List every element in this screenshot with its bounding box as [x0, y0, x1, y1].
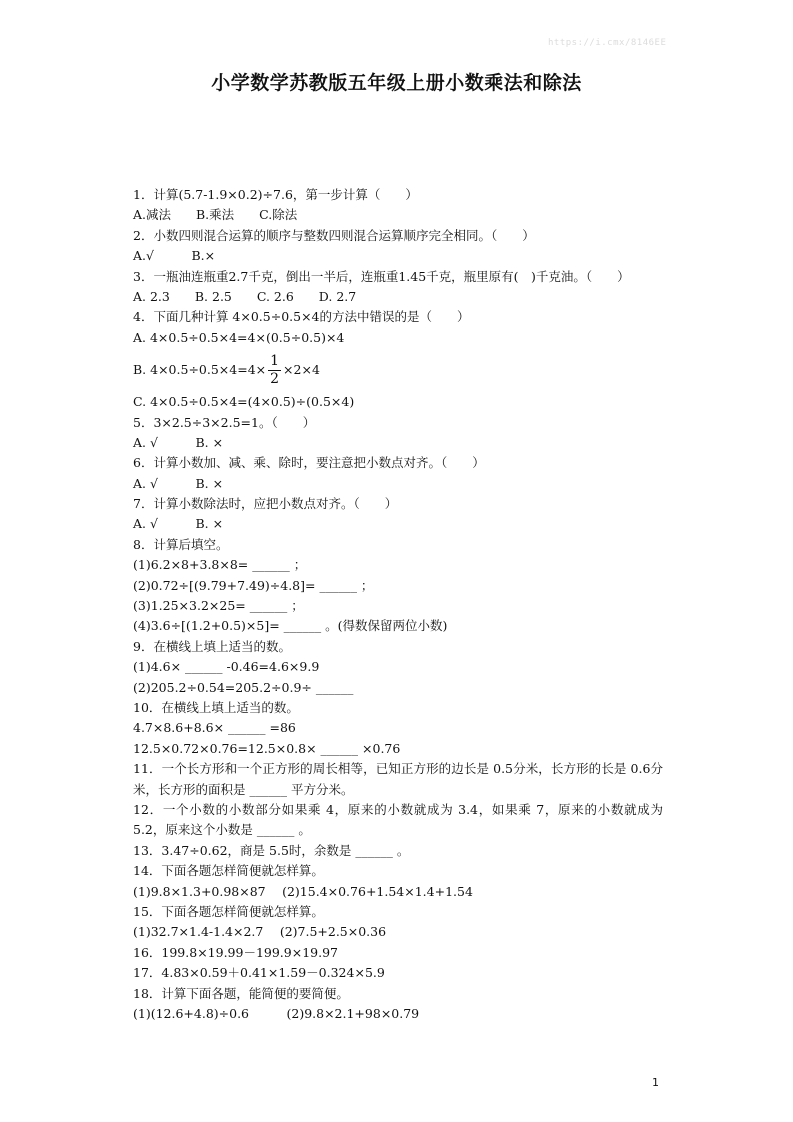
fraction-option-suffix: ×2×4 [283, 361, 320, 377]
fraction-denominator: 2 [270, 370, 280, 387]
text-line: A. 2.3 B. 2.5 C. 2.6 D. 2.7 [133, 288, 357, 304]
text-line: 6．计算小数加、减、乘、除时，要注意把小数点对齐。（ ） [133, 455, 485, 471]
text-line: 4.7×8.6+8.6× ______ =86 [133, 720, 296, 736]
fraction-numerator: 1 [270, 352, 280, 369]
text-line: A.减法 B.乘法 C.除法 [133, 207, 298, 223]
text-line: (1)4.6× ______ -0.46=4.6×9.9 [133, 659, 320, 675]
text-line: 10．在横线上填上适当的数。 [133, 700, 299, 715]
text-line: 14．下面各题怎样简便就怎样算。 [133, 863, 324, 879]
text-line: 16．199.8×19.99－199.9×19.97 [133, 944, 338, 960]
text-line: 3．一瓶油连瓶重2.7千克，倒出一半后，连瓶重1.45千克，瓶里原有( )千克油。（ ） [133, 268, 630, 284]
text-line: 9．在横线上填上适当的数。 [133, 638, 291, 654]
page-number: 1 [652, 1076, 659, 1089]
text-line: 17．4.83×0.59＋0.41×1.59－0.324×5.9 [133, 965, 385, 981]
text-line: (4)3.6÷[(1.2+0.5)×5]= ______ 。(得数保留两位小数) [133, 618, 448, 634]
fraction [268, 353, 281, 388]
text-line: (2)0.72÷[(9.79+7.49)÷4.8]= ______ ； [133, 577, 374, 593]
text-line: 8．计算后填空。 [133, 536, 229, 552]
text-line: 7．计算小数除法时，应把小数点对齐。（ ） [133, 496, 398, 512]
text-line: 11．一个长方形和一个正方形的周长相等，已知正方形的边长是 0.5分米，长方形的长是 0.6分米，长方形的面积是 ______ 平方分米。 [133, 761, 663, 797]
text-line: 12.5×0.72×0.76=12.5×0.8× ______ ×0.76 [133, 740, 401, 756]
text-line: 4．下面几种计算 4×0.5÷0.5×4的方法中错误的是（ ） [133, 309, 470, 325]
text-line: C. 4×0.5÷0.5×4=(4×0.5)÷(0.5×4) [133, 394, 355, 410]
text-line: (2)205.2÷0.54=205.2÷0.9÷ ______ [133, 679, 354, 695]
fraction-option-line [133, 348, 663, 392]
text-line: 5．3×2.5÷3×2.5=1。（ ） [133, 414, 316, 430]
text-line: (1)9.8×1.3+0.98×87 (2)15.4×0.76+1.54×1.4+1.54 [133, 883, 473, 899]
text-line: A. √ B. × [133, 516, 224, 532]
text-line: (1)32.7×1.4-1.4×2.7 (2)7.5+2.5×0.36 [133, 924, 387, 940]
text-line: (1)6.2×8+3.8×8= ______ ； [133, 557, 307, 573]
text-line: A. √ B. × [133, 434, 224, 450]
text-line: 12．一个小数的小数部分如果乘 4，原来的小数就成为 3.4，如果乘 7，原来的小数就成为 5.2，原来这个小数是 ______ 。 [133, 801, 663, 838]
page-title: 小学数学苏教版五年级上册小数乘法和除法 [211, 72, 582, 94]
text-line: (1)(12.6+4.8)÷0.6 (2)9.8×2.1+98×0.79 [133, 1005, 420, 1021]
text-line: 15．下面各题怎样简便就怎样算。 [133, 903, 324, 919]
text-line: 1．计算(5.7-1.9×0.2)÷7.6，第一步计算（ ） [133, 187, 418, 202]
text-line: A. √ B. × [133, 475, 224, 491]
text-line: 18．计算下面各题，能简便的要简便。 [133, 985, 349, 1001]
watermark-url: https://i.cmx/8146EE [548, 38, 667, 48]
text-line: A. 4×0.5÷0.5×4=4×(0.5÷0.5)×4 [133, 329, 345, 345]
text-line: 13．3.47÷0.62，商是 5.5时，余数是 ______ 。 [133, 842, 410, 858]
question-list [133, 185, 663, 1024]
text-line: 2．小数四则混合运算的顺序与整数四则混合运算顺序完全相同。（ ） [133, 227, 535, 243]
fraction-option-prefix: B. 4×0.5÷0.5×4=4× [133, 361, 267, 377]
text-line: A.√ B.× [133, 248, 216, 264]
text-line: (3)1.25×3.2×25= ______ ； [133, 598, 304, 614]
